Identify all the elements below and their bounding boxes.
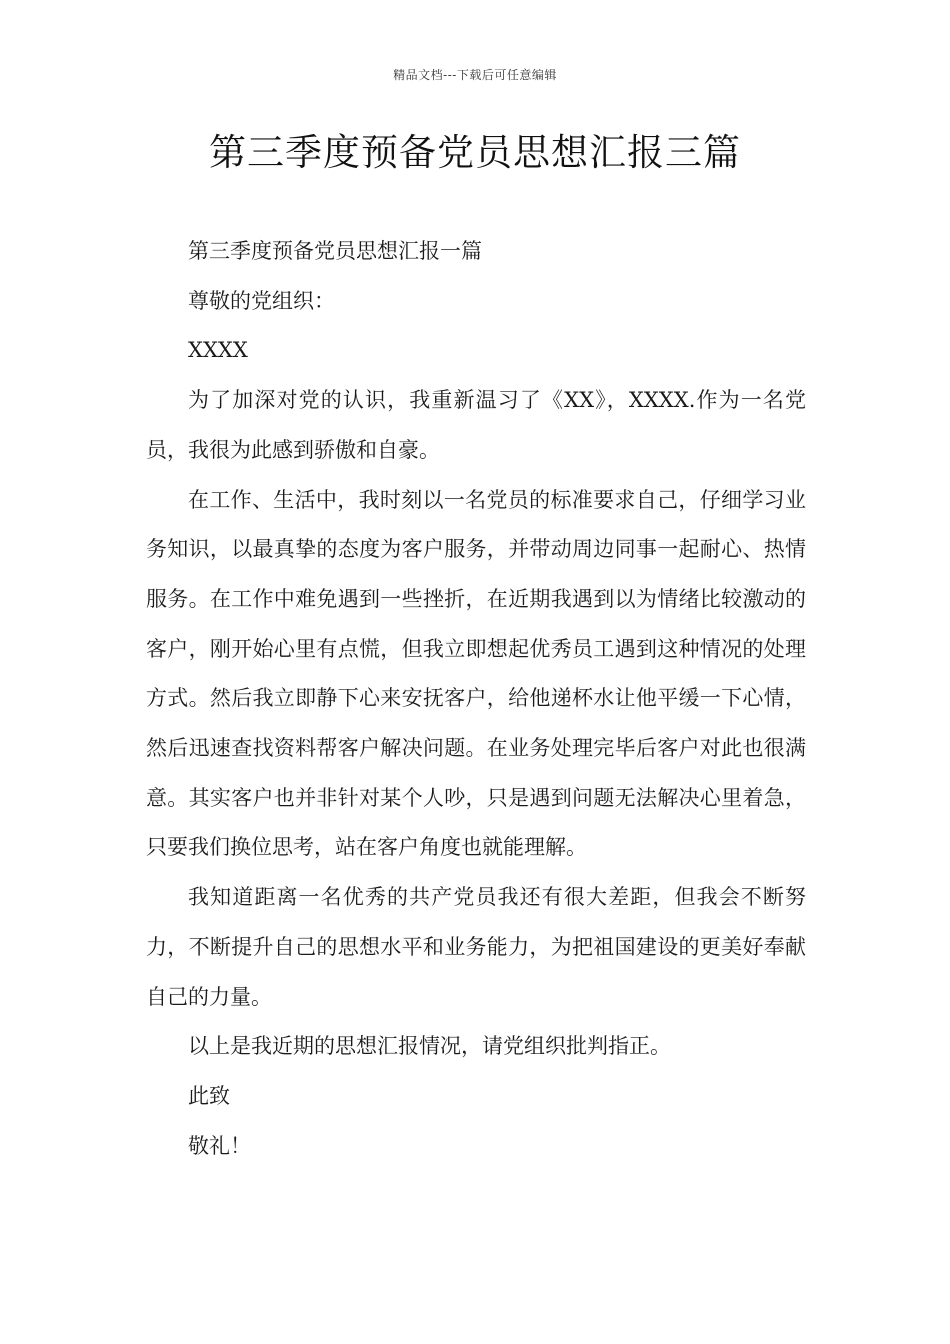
body-paragraph: 为了加深对党的认识，我重新温习了《XX》，XXXX.作为一名党员，我很为此感到骄傲和自豪。 [146,388,806,462]
closing-salute: 敬礼！ [188,1133,251,1158]
salutation: 尊敬的党组织： [188,288,335,313]
document-body [146,227,806,1171]
section-heading: 第三季度预备党员思想汇报一篇 [188,239,482,263]
closing-sentence: 以上是我近期的思想汇报情况，请党组织批判指正。 [188,1034,671,1059]
document-title: 第三季度预备党员思想汇报三篇 [209,131,741,174]
placeholder-line: XXXX [188,338,248,363]
body-paragraph: 我知道距离一名优秀的共产党员我还有很大差距，但我会不断努力，不断提升自己的思想水平和业务能力，为把祖国建设的更美好奉献自己的力量。 [146,885,806,1009]
page-header: 精品文档---下载后可任意编辑 [393,68,557,82]
closing-phrase: 此致 [188,1083,230,1108]
body-paragraph: 在工作、生活中，我时刻以一名党员的标准要求自己，仔细学习业务知识，以最真挚的态度为客户服务，并带动周边同事一起耐心、热情服务。在工作中难免遇到一些挫折，在近期我遇到以为情绪比较激动的客户，刚开始心里有点慌，但我立即想起优秀员工遇到这种情况的处理方式。然后我立即静下心来安抚客户，给他递杯水让他平缓一下心情，然后迅速查找资料帮客户解决问题。在业务处理完毕后客户对此也很满意。其实客户也并非针对某个人吵，只是遇到问题无法解决心里着急，只要我们换位思考，站在客户角度也就能理解。 [146,487,806,860]
